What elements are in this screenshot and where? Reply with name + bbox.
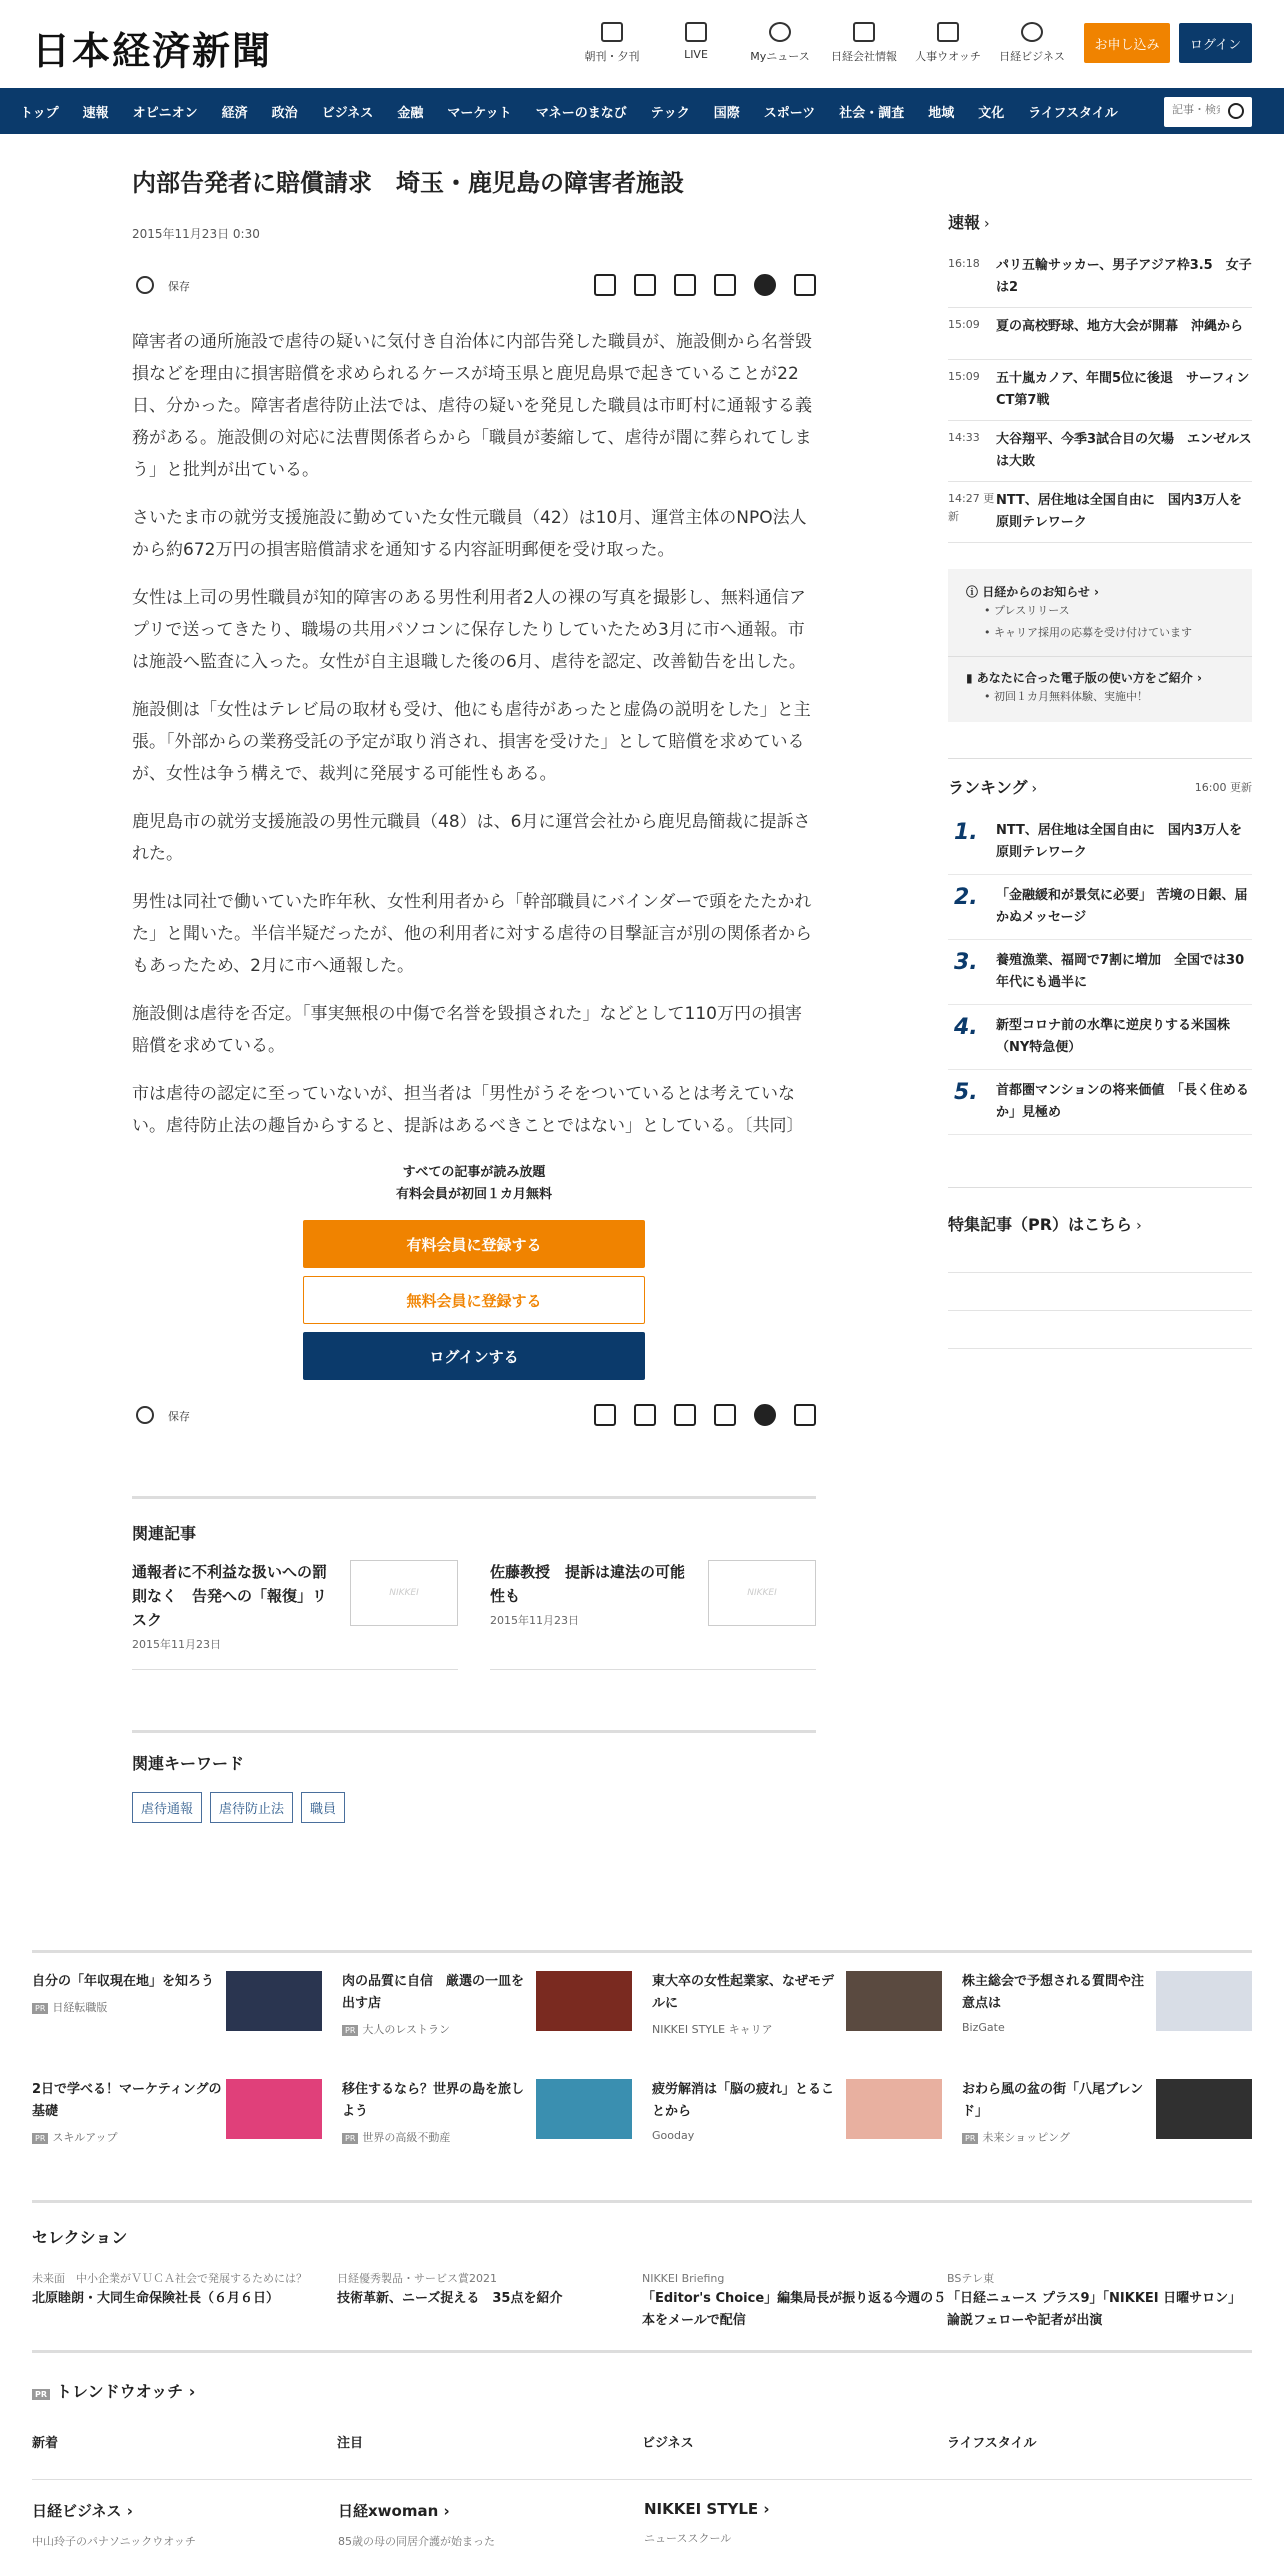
trend-tab-new[interactable]: 新着: [32, 2432, 337, 2480]
guide-heading[interactable]: ▮ あなたに合った電子版の使い方をご紹介 ›: [966, 671, 1202, 685]
promo-image[interactable]: [1156, 2079, 1252, 2139]
print-icon[interactable]: [594, 1404, 616, 1426]
facebook-icon[interactable]: [754, 1404, 776, 1426]
sidebar: [948, 210, 1252, 1349]
promo-card[interactable]: [962, 2079, 1252, 2169]
nav-item-market[interactable]: マーケット: [447, 105, 512, 121]
brand-kicker: 85歳の母の同居介護が始まった: [338, 2535, 495, 2548]
keyword-tag[interactable]: 虐待防止法: [210, 1792, 293, 1823]
selection-title[interactable]: 技術革新、ニーズ捉える 35点を紹介: [337, 2291, 563, 2306]
nav-item-tech[interactable]: テック: [650, 105, 690, 121]
news-title[interactable]: NTT、居住地は全国自由に 国内3万人を原則テレワーク: [996, 493, 1242, 530]
header-link-live[interactable]: LIVE: [654, 20, 738, 64]
selection-title[interactable]: 北原睦朗・大同生命保険社長（６月６日）: [32, 2291, 280, 2306]
related-date: 2015年11月23日: [490, 1614, 579, 1627]
keyword-tag[interactable]: 虐待通報: [132, 1792, 202, 1823]
brand-heading[interactable]: NIKKEI STYLE ›: [644, 2500, 770, 2518]
news-item[interactable]: [948, 482, 1252, 543]
article-body: [132, 326, 816, 1142]
article-paragraph: 施設側は虐待を否定。「事実無根の中傷で名誉を毀損された」などとして110万円の損害賠償を求めている。: [132, 1004, 802, 1056]
brand-heading[interactable]: 日経ビジネス ›: [32, 2502, 133, 2520]
trend-tab-featured[interactable]: 注目: [337, 2432, 642, 2480]
search-icon[interactable]: [1228, 103, 1244, 119]
save-button[interactable]: 保存: [168, 1410, 190, 1423]
search-box: [1164, 97, 1252, 127]
divider: [948, 656, 1252, 657]
nav-item-top[interactable]: トップ: [20, 105, 59, 121]
nav-item-politics[interactable]: 政治: [271, 105, 298, 121]
selection-kicker: BSテレ東: [947, 2272, 995, 2285]
news-time: 14:27 更新: [948, 492, 995, 523]
login-button[interactable]: ログイン: [1179, 23, 1252, 63]
selection-kicker: NIKKEI Briefing: [642, 2272, 725, 2285]
promo-source: 大人のレストラン: [362, 2023, 451, 2036]
pr-heading[interactable]: 特集記事（PR）はこちら ›: [948, 1215, 1142, 1234]
promo-title[interactable]: おわら風の盆の街「八尾ブレンド」: [962, 2082, 1144, 2119]
news-item[interactable]: [948, 308, 1252, 360]
related-date: 2015年11月23日: [132, 1638, 221, 1651]
promo-card[interactable]: [652, 1971, 942, 2061]
trend-tab-lifestyle[interactable]: ライフスタイル: [947, 2432, 1252, 2480]
video-icon: [685, 22, 707, 42]
nav-item-breaking[interactable]: 速報: [82, 105, 109, 121]
promo-image[interactable]: [846, 2079, 942, 2139]
nav-item-opinion[interactable]: オピニオン: [132, 105, 198, 121]
chart-icon: [853, 22, 875, 42]
pr-badge: PR: [32, 2133, 48, 2144]
ranking: [948, 758, 1252, 1135]
paywall-line-2: 有料会員が初回１カ月無料: [395, 1187, 552, 1202]
rank-number: 4.: [954, 1015, 978, 1040]
keywords-heading: 関連キーワード: [132, 1754, 245, 1773]
ranking-item[interactable]: [948, 1070, 1252, 1135]
selection-item[interactable]: [337, 2270, 642, 2332]
related-articles: [132, 1496, 816, 1670]
promo-image[interactable]: [536, 2079, 632, 2139]
nav-item-culture[interactable]: 文化: [978, 105, 1005, 121]
rank-title[interactable]: 「金融緩和が景気に必要」 苦境の日銀、届かぬメッセージ: [996, 888, 1248, 925]
brand-card[interactable]: [644, 2500, 950, 2549]
pr-badge: PR: [32, 2389, 50, 2400]
pr-section: [948, 1187, 1252, 1349]
paid-register-button[interactable]: 有料会員に登録する: [303, 1220, 645, 1268]
search-person-icon: [937, 22, 959, 42]
header-link-personnel[interactable]: 人事ウオッチ: [906, 20, 990, 64]
promo-source: 未来ショッピング: [982, 2131, 1070, 2144]
news-time: 14:33: [948, 431, 980, 444]
trend-heading[interactable]: PR トレンドウオッチ ›: [32, 2379, 1252, 2402]
selection-title[interactable]: 「Editor's Choice」編集局長が振り返る今週の５本をメールで配信: [642, 2291, 947, 2328]
selection-heading: セレクション: [32, 2228, 128, 2247]
facebook-icon[interactable]: [754, 274, 776, 296]
chevron-right-icon: ›: [984, 216, 990, 232]
promo-image[interactable]: [536, 1971, 632, 2031]
paywall: [132, 1162, 816, 1380]
book-icon: ▮: [966, 671, 977, 685]
ranking-item[interactable]: [948, 875, 1252, 940]
promo-card[interactable]: [342, 2079, 632, 2169]
nav-item-region[interactable]: 地域: [928, 105, 955, 121]
brand-card[interactable]: [32, 2500, 338, 2549]
related-card[interactable]: [132, 1560, 458, 1670]
nav-item-international[interactable]: 国際: [713, 105, 740, 121]
nav-item-money[interactable]: マネーのまなび: [535, 105, 627, 121]
brand-kicker: 中山玲子のパナソニックウオッチ: [32, 2535, 196, 2548]
selection-item[interactable]: [32, 2270, 337, 2332]
news-title[interactable]: パリ五輪サッカー、男子アジア枠3.5 女子は2: [996, 258, 1252, 295]
related-keywords: [132, 1730, 816, 1823]
article-paragraph: 女性は上司の男性職員が知的障害のある男性利用者2人の裸の写真を撮影し、無料通信アプリで送ってきたり、職場の共用パソコンに保存したりしていたため3月に市へ通報。市は施設へ監査に入った。女性が自主退職した後の6月、虐待を認定、改善勧告を出した。: [132, 588, 806, 672]
promo-image[interactable]: [226, 2079, 322, 2139]
header-link-business[interactable]: 日経ビジネス: [990, 20, 1074, 64]
brand-links: [32, 2500, 1252, 2549]
promo-title[interactable]: 移住するなら？世界の島を旅しよう: [342, 2082, 525, 2119]
nav-item-society[interactable]: 社会・調査: [839, 105, 905, 121]
news-title[interactable]: 夏の高校野球、地方大会が開幕 沖縄から: [996, 319, 1244, 334]
nav-item-business[interactable]: ビジネス: [321, 105, 374, 121]
promo-title[interactable]: 2日で学べる！マーケティングの基礎: [32, 2082, 222, 2119]
paperclip-icon[interactable]: [132, 1402, 157, 1427]
search-input[interactable]: [1172, 103, 1220, 116]
twitter-icon[interactable]: [714, 274, 736, 296]
pr-badge: PR: [32, 2003, 48, 2014]
nav-item-finance[interactable]: 金融: [397, 105, 424, 121]
chevron-right-icon: ›: [1136, 1218, 1142, 1234]
promo-source: スキルアップ: [52, 2131, 118, 2144]
share-icon[interactable]: [794, 1404, 816, 1426]
notice-box: [948, 569, 1252, 722]
trend-watch: [32, 2350, 1252, 2480]
news-item[interactable]: [948, 421, 1252, 482]
news-title[interactable]: 五十嵐カノア、年間5位に後退 サーフィンCT第7戦: [996, 371, 1250, 408]
news-time: 16:18: [948, 257, 980, 270]
pr-badge: PR: [342, 2133, 358, 2144]
selection-kicker: 日経優秀製品・サービス賞2021: [337, 2272, 497, 2285]
save-button[interactable]: 保存: [168, 280, 190, 293]
article-paragraph: 男性は同社で働いていた昨年秋、女性利用者から「幹部職員にバインダーで頭をたたかれた」と聞いた。半信半疑だったが、他の利用者に対する虐待の目撃証言が別の関係者からもあったため、2月に市へ通報した。: [132, 892, 812, 976]
nav-item-sports[interactable]: スポーツ: [763, 105, 816, 121]
ranking-item[interactable]: [948, 1005, 1252, 1070]
chevron-right-icon: ›: [1031, 781, 1038, 797]
promo-title[interactable]: 東大卒の女性起業家、なぜモデルに: [652, 1974, 835, 2011]
promo-title[interactable]: 株主総会で予想される質問や注意点は: [962, 1974, 1145, 2011]
notice-link[interactable]: • プレスリリース: [984, 604, 1070, 617]
promo-card[interactable]: [32, 2079, 322, 2169]
promo-source: 世界の高級不動産: [362, 2131, 451, 2144]
news-time: 15:09: [948, 318, 980, 331]
article-paragraph: さいたま市の就労支援施設に勤めていた女性元職員（42）は10月、運営主体のNPO法人から約672万円の損害賠償請求を通知する内容証明郵便を受け取った。: [132, 508, 807, 560]
promo-source: 日経転職版: [52, 2001, 108, 2014]
promo-source: Gooday: [652, 2129, 695, 2142]
pr-badge: PR: [342, 2025, 358, 2036]
promo-image[interactable]: [1156, 1971, 1252, 2031]
pr-placeholder-list: [948, 1235, 1252, 1349]
compass-icon: [1021, 22, 1043, 42]
news-item[interactable]: [948, 360, 1252, 421]
promo-title[interactable]: 肉の品質に自信 厳選の一皿を出す店: [342, 1974, 525, 2011]
related-title[interactable]: 佐藤教授 提訴は違法の可能性も: [490, 1563, 686, 1605]
user-icon: [769, 22, 791, 42]
bookmark-icon[interactable]: [674, 274, 696, 296]
brand-kicker: ニューススクール: [644, 2532, 732, 2545]
news-title[interactable]: 大谷翔平、今季3試合目の欠場 エンゼルスは大敗: [996, 432, 1252, 469]
newspaper-icon: [601, 22, 623, 42]
related-card[interactable]: [490, 1560, 816, 1670]
article-date: 2015年11月23日 0:30: [132, 227, 260, 241]
related-title[interactable]: 通報者に不利益な扱いへの罰則なく 告発への「報復」リスク: [132, 1563, 328, 1629]
paywall-login-button[interactable]: ログインする: [303, 1332, 645, 1380]
article-paragraph: 鹿児島市の就労支援施設の男性元職員（48）は、6月に運営会社から鹿児島簡裁に提訴された。: [132, 812, 811, 864]
selection-item[interactable]: [642, 2270, 947, 2332]
promo-source: BizGate: [962, 2021, 1005, 2034]
mail-icon[interactable]: [634, 1404, 656, 1426]
ranking-item[interactable]: [948, 940, 1252, 1005]
share-icon[interactable]: [794, 274, 816, 296]
notice-link[interactable]: • キャリア採用の応募を受け付けています: [984, 626, 1192, 639]
paperclip-icon[interactable]: [132, 272, 157, 297]
paywall-line-1: すべての記事が読み放題: [402, 1165, 546, 1180]
selection-item[interactable]: [947, 2270, 1252, 2332]
bookmark-icon[interactable]: [674, 1404, 696, 1426]
promo-title[interactable]: 疲労解消は「脳の疲れ」とることから: [652, 2082, 835, 2119]
article: [132, 165, 816, 1823]
article-paragraph: 障害者の通所施設で虐待の疑いに気付き自治体に内部告発した職員が、施設側から名誉毀損などを理由に損害賠償を求められるケースが埼玉県と鹿児島県で起きていることが22日、分かった。障害者虐待防止法では、虐待の疑いを発見した職員は市町村に通報する義務がある。施設側の対応に法曹関係者らから「職員が萎縮して、虐待が闇に葬られてしまう」と批判が出ている。: [132, 332, 812, 480]
ranking-item[interactable]: [948, 810, 1252, 875]
mail-icon[interactable]: [634, 274, 656, 296]
info-icon: ⓘ: [966, 585, 983, 599]
rank-number: 1.: [954, 820, 978, 845]
pr-badge: PR: [962, 2133, 978, 2144]
selection-title[interactable]: 「日経ニュース プラス9」「NIKKEI 日曜サロン」論説フェローや記者が出演: [947, 2291, 1242, 2328]
rank-title[interactable]: 養殖漁業、福岡で7割に増加 全国では30年代にも過半に: [996, 953, 1245, 990]
article-paragraph: 市は虐待の認定に至っていないが、担当者は「男性がうそをついているとは考えていない。虐待防止法の趣旨からすると、提訴はあるべきことではない」としている。〔共同〕: [132, 1084, 804, 1136]
header-link-paper[interactable]: 朝刊・夕刊: [570, 20, 654, 64]
promo-title[interactable]: 自分の「年収現在地」を知ろう: [32, 1974, 215, 1989]
main-nav: [0, 88, 1284, 134]
promo-card[interactable]: [652, 2079, 942, 2169]
twitter-icon[interactable]: [714, 1404, 736, 1426]
promo-card[interactable]: [32, 1971, 322, 2061]
rank-number: 5.: [954, 1080, 978, 1105]
keyword-tag[interactable]: 職員: [301, 1792, 345, 1823]
promo-card[interactable]: [342, 1971, 632, 2061]
header-link-mynews[interactable]: Myニュース: [738, 20, 822, 64]
breaking-news-heading[interactable]: 速報 ›: [948, 213, 990, 232]
site-header: [0, 0, 1284, 88]
print-icon[interactable]: [594, 274, 616, 296]
header-link-company[interactable]: 日経会社情報: [822, 20, 906, 64]
selection-kicker: 未来面 中小企業がＶＵＣＡ社会で発展するためには？: [32, 2272, 307, 2285]
guide-link[interactable]: • 初回１カ月無料体験、実施中！: [984, 690, 1148, 703]
article-title: 内部告発者に賠償請求 埼玉・鹿児島の障害者施設: [132, 169, 684, 197]
selection-section: [32, 2200, 1252, 2332]
article-paragraph: 施設側は「女性はテレビ局の取材も受け、他にも虐待があったと虚偽の説明をした」と主張。「外部からの業務受託の予定が取り消され、損害を受けた」として賠償を求めているが、女性は争う構えで、裁判に発展する可能性もある。: [132, 700, 811, 784]
rank-title[interactable]: NTT、居住地は全国自由に 国内3万人を原則テレワーク: [996, 823, 1242, 860]
share-bar-bottom: [132, 1400, 816, 1436]
brand-card[interactable]: [338, 2500, 644, 2549]
promo-image[interactable]: [226, 1971, 322, 2031]
thumbnail-placeholder[interactable]: NIKKEI: [350, 1560, 458, 1626]
promo-source: NIKKEI STYLE キャリア: [652, 2023, 773, 2036]
share-bar-top: [132, 270, 816, 306]
rank-number: 3.: [954, 950, 978, 975]
rank-title[interactable]: 新型コロナ前の水準に逆戻りする米国株（NY特急便）: [996, 1018, 1231, 1055]
news-time: 15:09: [948, 370, 980, 383]
brand-heading[interactable]: 日経xwoman ›: [338, 2502, 450, 2520]
related-heading: 関連記事: [132, 1524, 197, 1543]
site-logo[interactable]: 日本経済新聞: [32, 28, 273, 73]
promo-grid: [32, 1950, 1252, 2169]
nav-item-economy[interactable]: 経済: [221, 105, 248, 121]
trend-tab-business[interactable]: ビジネス: [642, 2432, 947, 2480]
notice-heading[interactable]: ⓘ 日経からのお知らせ ›: [966, 585, 1099, 599]
ranking-updated: 16:00 更新: [1194, 781, 1252, 794]
news-item[interactable]: [948, 247, 1252, 308]
promo-card[interactable]: [962, 1971, 1252, 2061]
rank-title[interactable]: 首都圏マンションの将来価値 「長く住めるか」見極め: [996, 1083, 1249, 1120]
nav-item-lifestyle[interactable]: ライフスタイル: [1028, 105, 1118, 121]
thumbnail-placeholder[interactable]: NIKKEI: [708, 1560, 816, 1626]
apply-button[interactable]: お申し込み: [1084, 23, 1170, 63]
header-icon-bar: [570, 20, 1074, 64]
promo-image[interactable]: [846, 1971, 942, 2031]
ranking-heading[interactable]: ランキング ›: [948, 778, 1038, 797]
free-register-button[interactable]: 無料会員に登録する: [303, 1276, 645, 1324]
rank-number: 2.: [954, 885, 978, 910]
